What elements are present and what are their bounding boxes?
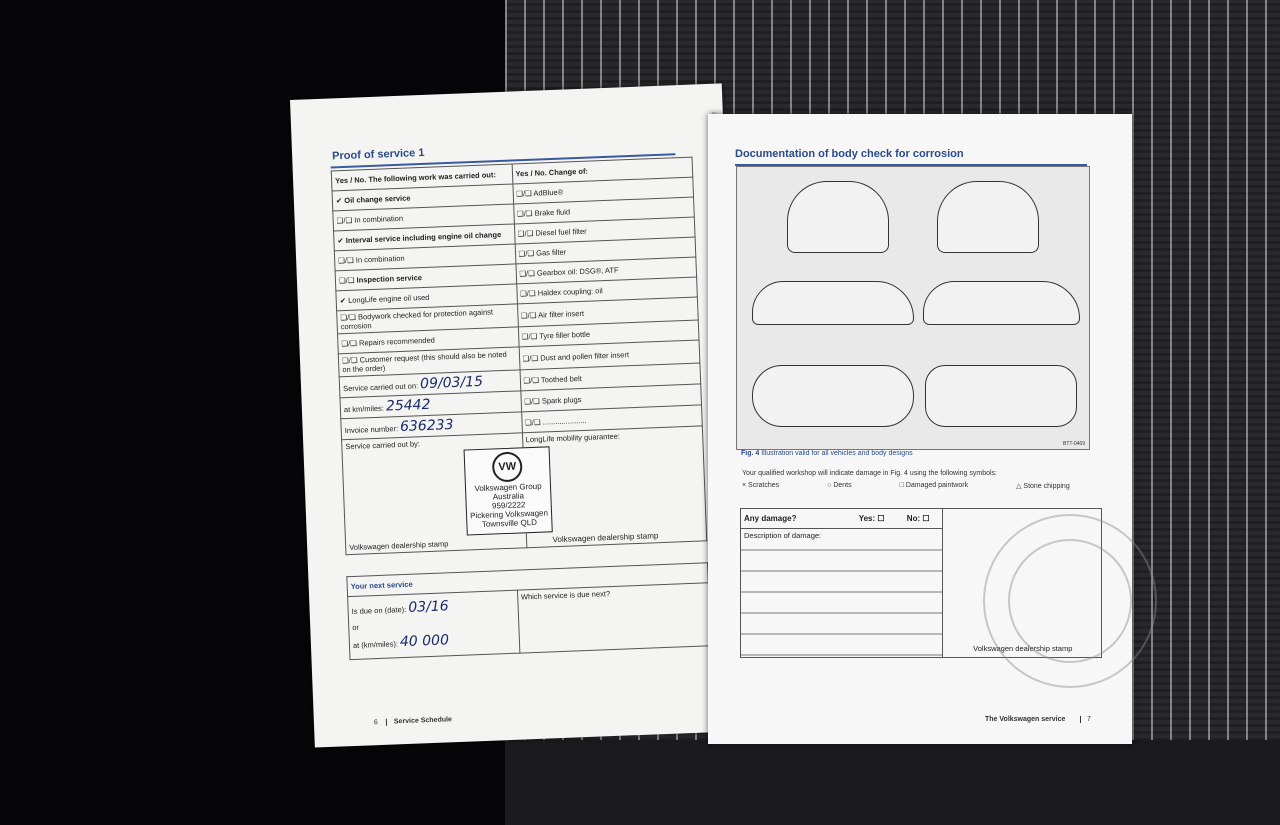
row-blank: ❑/❑ ..................... [521, 405, 702, 433]
symbols-intro: Your qualified workshop will indicate damage in Fig. 4 using the following symbols: [742, 470, 997, 477]
row-toothed: ❑/❑ Toothed belt [520, 363, 701, 391]
row-customer: ❑/❑ Customer request (this should also be noted on the order) [338, 347, 519, 377]
row-gearbox: ❑/❑ Gearbox oil: DSG®, ATF [515, 257, 696, 284]
vw-logo-icon: VW [492, 451, 523, 482]
row-pollen: ❑/❑ Dust and pollen filter insert [519, 340, 700, 370]
footer-page-number-right: 7 [1080, 716, 1091, 723]
seat-shadow [505, 740, 1280, 825]
figure-code: BTT-0469 [1063, 441, 1085, 447]
service-by-cell: Service carried out by: Volkswagen dealership stamp [342, 433, 527, 555]
footer-title: Service Schedule [393, 716, 453, 726]
car-rear-view [787, 181, 889, 253]
any-damage-cell: Any damage? Yes: ☐ No: ☐ [741, 509, 943, 529]
next-service-table [346, 562, 711, 660]
row-haldex: ❑/❑ Haldex coupling: oil [516, 277, 697, 304]
car-top-view [752, 365, 914, 427]
description-cell: Description of damage: [741, 529, 943, 658]
fingerprint-ring [1008, 539, 1132, 663]
fig-number: Fig. 4 [741, 450, 760, 457]
which-service: Which service is due next? [517, 583, 711, 653]
stamp-area: Volkswagen dealership stamp [943, 509, 1102, 658]
row-diesel: ❑/❑ Diesel fuel filter [514, 217, 695, 244]
car-front-view [937, 181, 1039, 253]
dealer-stamp: VW Volkswagen Group Australia 959/2222 Pickering Volkswagen Townsville QLD [464, 446, 553, 535]
footer-title-right: The Volkswagen service [985, 716, 1066, 723]
next-service-title: Your next service [347, 563, 709, 597]
row-longlife: ✔ LongLife engine oil used [336, 284, 517, 311]
row-air-filter: ❑/❑ Air filter insert [517, 297, 698, 327]
row-km: at km/miles: 25442 [340, 391, 521, 419]
row-service-date: Service carried out on: 09/03/15 [339, 370, 520, 398]
row-repairs: ❑/❑ Repairs recommended [338, 327, 519, 354]
row-oil-change: ✔ Oil change service [332, 184, 513, 211]
car-side-hatch [923, 281, 1080, 325]
row-gas: ❑/❑ Gas filter [515, 237, 696, 264]
row-combination-2: ❑/❑ In combination [334, 244, 515, 271]
col2-header: Yes / No. Change of: [512, 157, 693, 184]
row-inspection: ❑/❑ Inspection service [335, 264, 516, 291]
symbols-legend: × Scratches ○ Dents □ Damaged paintwork △ Stone chipping [742, 482, 1070, 490]
row-invoice: Invoice number: 636233 [341, 412, 522, 440]
page-title: Proof of service 1 [331, 146, 425, 163]
row-combination: ❑/❑ In combination [333, 204, 514, 231]
col1-header: Yes / No. The following work was carried out: [331, 164, 512, 191]
car-body-diagram [736, 166, 1090, 450]
row-spark: ❑/❑ Spark plugs [520, 384, 701, 412]
dealer-stamp-label-2: Volkswagen dealership stamp [552, 531, 659, 545]
left-page [290, 83, 747, 747]
car-side-sedan [752, 281, 914, 325]
fig-caption: Illustration valid for all vehicles and body designs [761, 450, 913, 457]
row-tyre: ❑/❑ Tyre filler bottle [518, 320, 699, 347]
footer-page-number: 6 [374, 719, 387, 726]
row-interval: ✔ Interval service including engine oil change [334, 224, 515, 251]
row-adblue: ❑/❑ AdBlue® [512, 177, 693, 204]
row-brake: ❑/❑ Brake fluid [513, 197, 694, 224]
row-bodywork: ❑/❑ Bodywork checked for protection against corrosion [337, 304, 518, 334]
car-underbody-view [925, 365, 1077, 427]
due-cell: Is due on (date): 03/16 or at (km/miles): 40 000 [348, 590, 520, 659]
page-title-right: Documentation of body check for corrosion [735, 148, 964, 160]
longlife-cell: LongLife mobility guarantee: Volkswagen dealership stamp [522, 426, 707, 548]
dealer-stamp-label: Volkswagen dealership stamp [349, 539, 449, 553]
